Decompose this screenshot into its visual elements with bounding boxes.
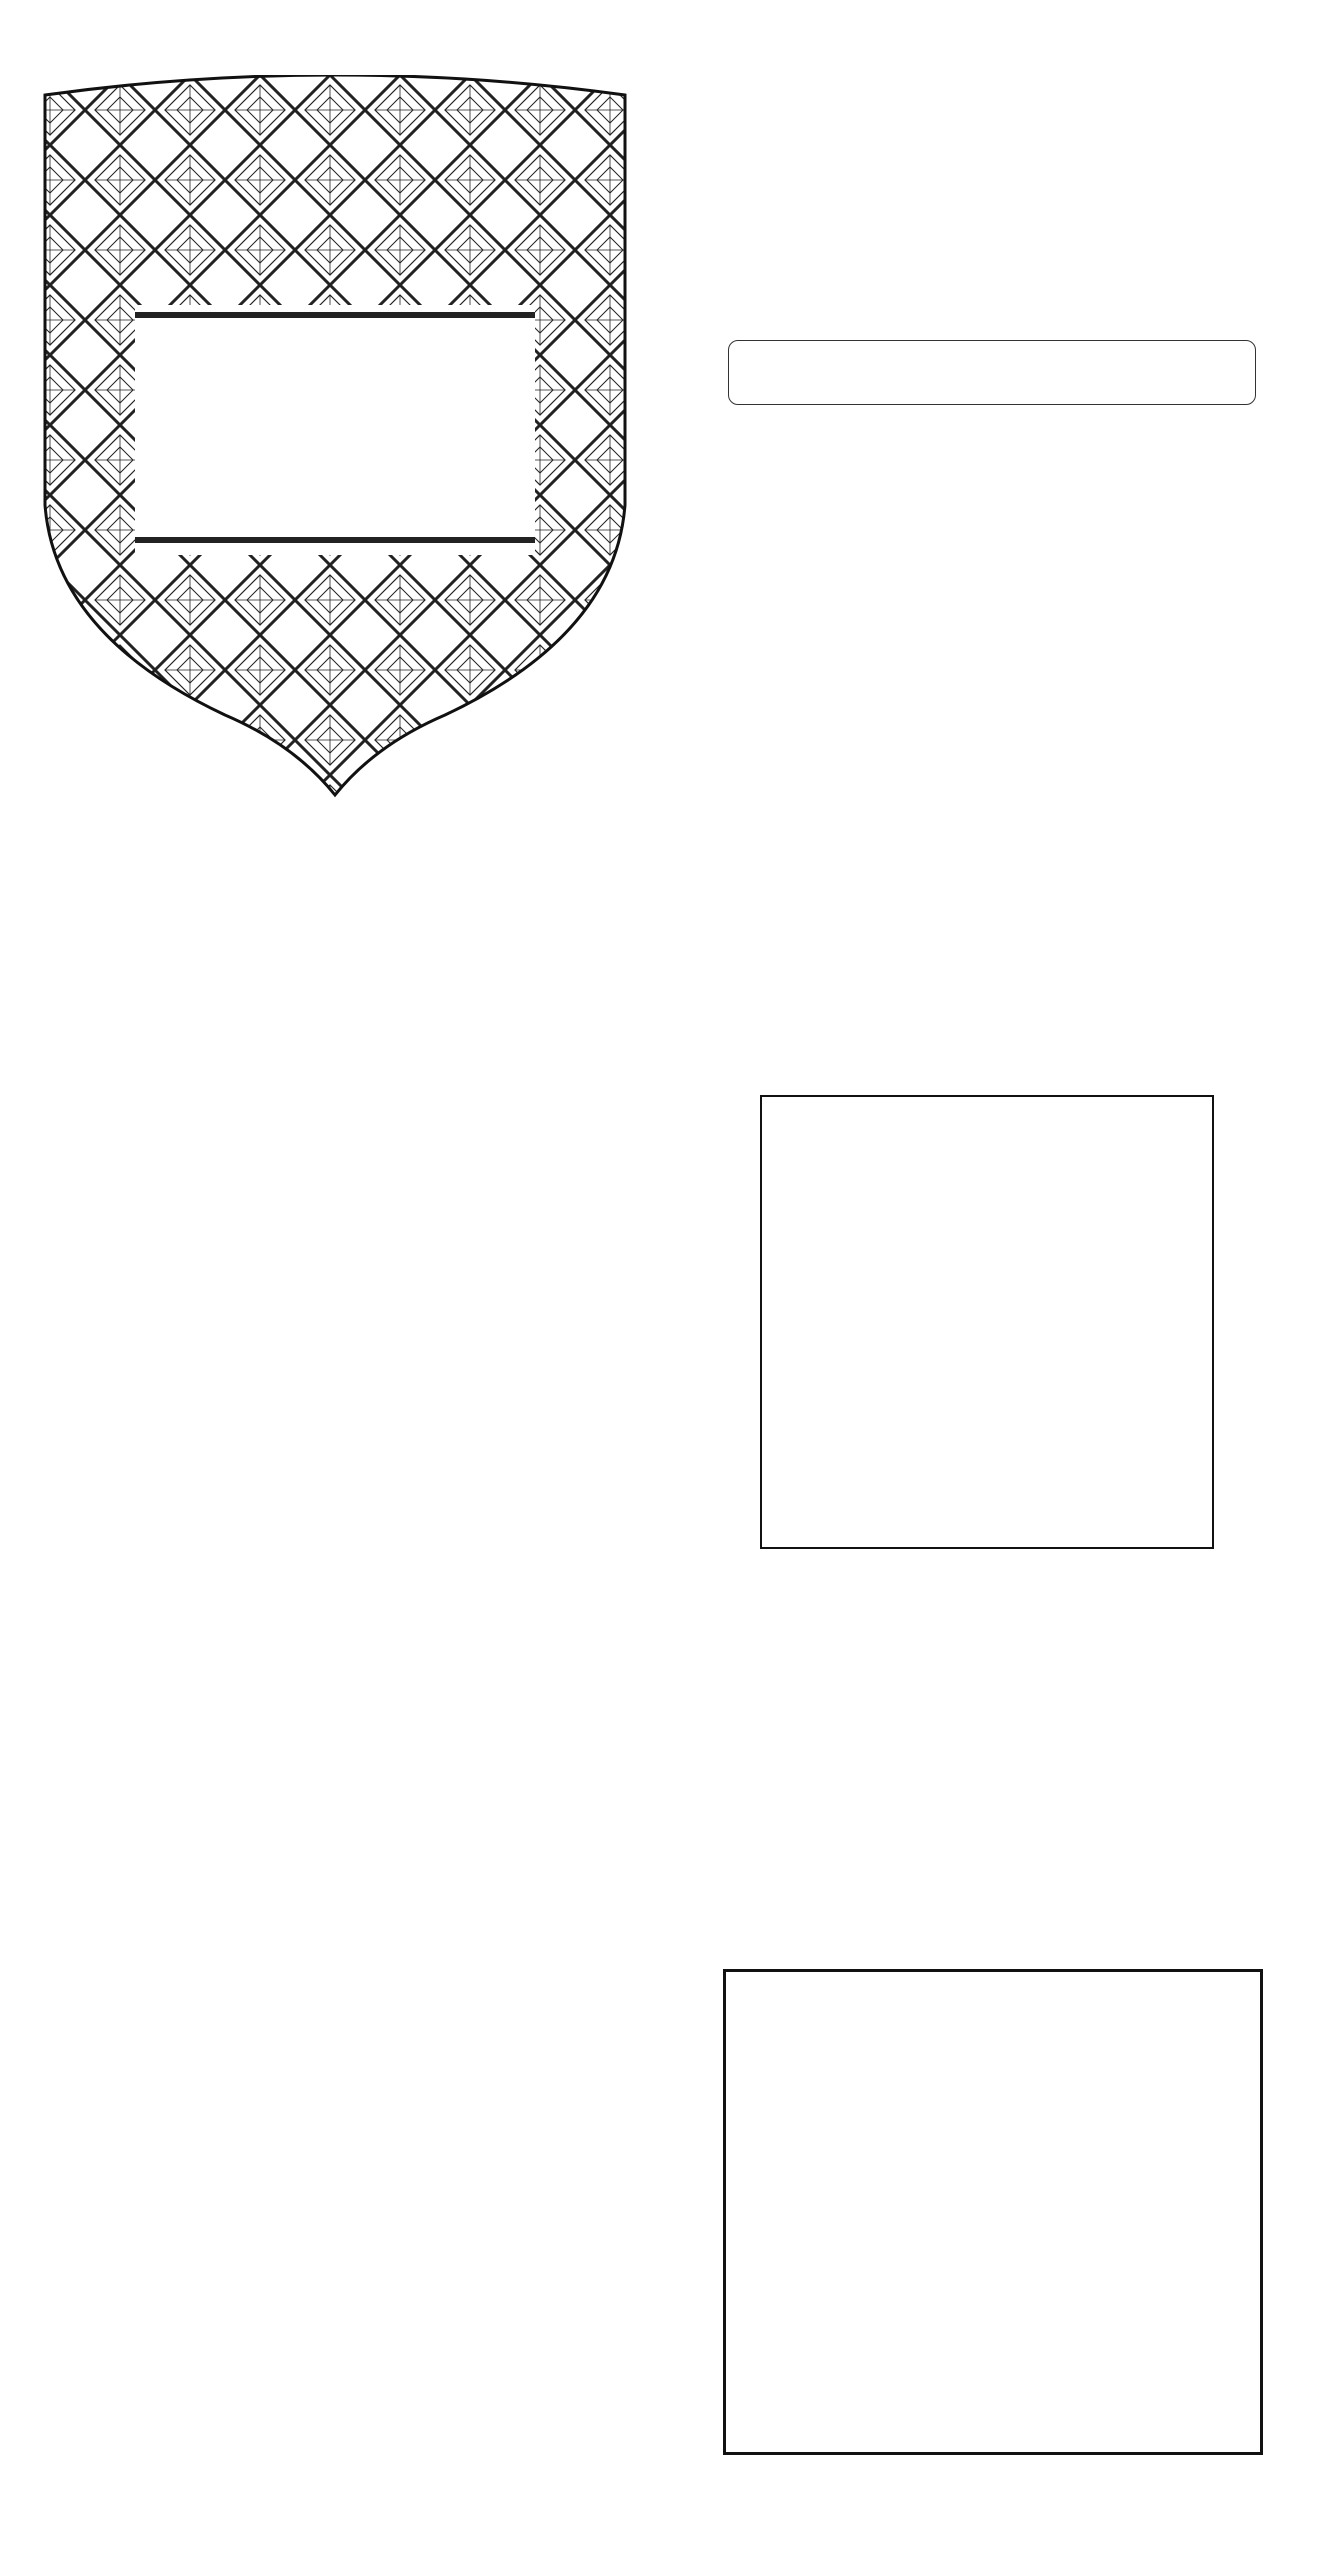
maze-grid xyxy=(760,1095,1214,1549)
circle-border xyxy=(675,15,1310,830)
panel-word-search xyxy=(15,1725,655,2525)
sudoku-grid xyxy=(723,1969,1263,2455)
hex-border xyxy=(15,875,655,1670)
panel-word-sudoku xyxy=(675,1725,1310,2535)
panel-fill-in-blank xyxy=(675,15,1310,830)
panel-crossword xyxy=(15,875,655,1670)
panel-coloring-page xyxy=(15,15,655,815)
shield-illustration xyxy=(15,75,655,835)
zigzag-border xyxy=(15,1725,655,2525)
panel-maze xyxy=(675,870,1310,1675)
word-bank xyxy=(728,340,1256,405)
